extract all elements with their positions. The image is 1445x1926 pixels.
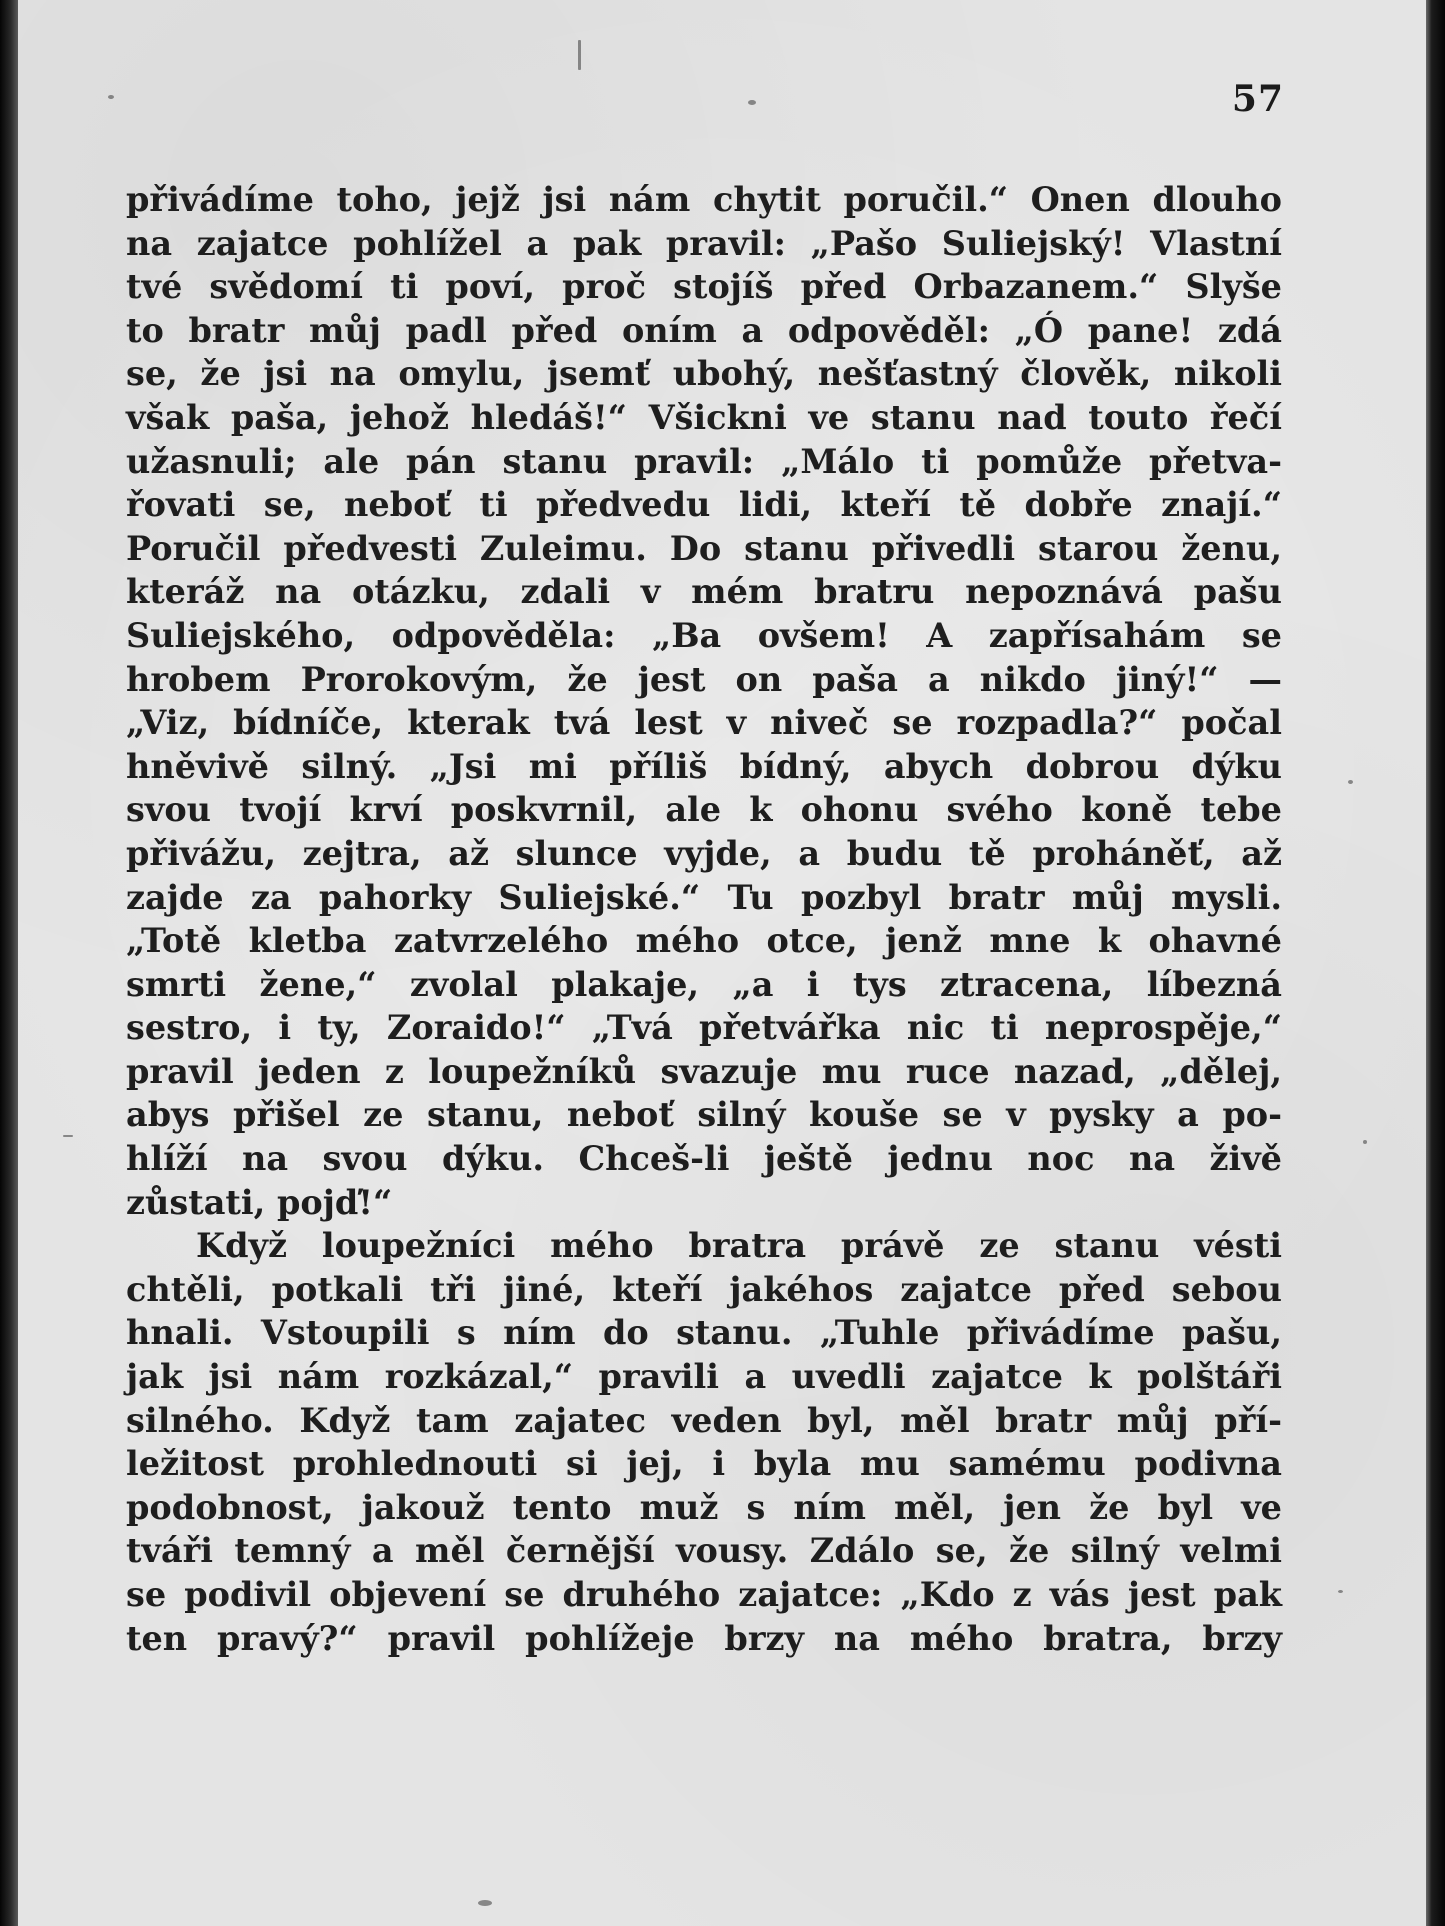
text-line: to bratr můj padl před oním a odpověděl: „Ó pane! zdá <box>126 310 1282 350</box>
text-line: se, že jsi na omylu, jsemť ubohý, nešťastný člověk, nikoli <box>126 354 1282 394</box>
text-line: přivážu, zejtra, až slunce vyjde, a budu tě proháněť, až <box>126 833 1282 873</box>
text-line: sestro, i ty, Zoraido!“ „Tvá přetvářka nic ti neprospěje,“ <box>126 1008 1282 1048</box>
text-line: pravil jeden z loupežníků svazuje mu ruce nazad, „dělej, <box>126 1051 1282 1091</box>
scan-speck <box>748 100 756 105</box>
text-line: řovati se, neboť ti předvedu lidi, kteří tě dobře znají.“ <box>126 485 1282 525</box>
page-number: 57 <box>1231 78 1284 120</box>
scan-speck <box>1363 1140 1367 1144</box>
text-line: na zajatce pohlížel a pak pravil: „Pašo Suliejský! Vlastní <box>126 223 1282 263</box>
text-line: zůstati, pojď!“ <box>126 1182 393 1222</box>
text-line: zajde za pahorky Suliejské.“ Tu pozbyl bratr můj mysli. <box>126 877 1282 917</box>
text-line: abys přišel ze stanu, neboť silný kouše se v pysky a po- <box>126 1095 1282 1135</box>
text-line: ten pravý?“ pravil pohlížeje brzy na mého bratra, brzy <box>126 1618 1282 1658</box>
text-line: podobnost, jakouž tento muž s ním měl, jen že byl ve <box>126 1487 1282 1527</box>
text-line: hněvivě silný. „Jsi mi příliš bídný, abych dobrou dýku <box>126 746 1282 786</box>
text-line: se podivil objevení se druhého zajatce: „Kdo z vás jest pak <box>126 1575 1282 1614</box>
scan-speck <box>1338 1590 1343 1593</box>
scan-speck <box>108 95 114 99</box>
scan-speck <box>1348 780 1353 784</box>
text-line: „Totě kletba zatvrzelého mého otce, jenž mne k ohavné <box>126 921 1282 961</box>
text-line: svou tvojí krví poskvrnil, ale k ohonu svého koně tebe <box>126 790 1282 830</box>
text-line: „Viz, bídníče, kterak tvá lest v niveč se rozpadla?“ počal <box>126 703 1282 743</box>
scan-left-border <box>0 0 18 1926</box>
text-line: ležitost prohlednouti si jej, i byla mu samému podivna <box>126 1444 1282 1484</box>
text-line: smrti žene,“ zvolal plakaje, „a i tys ztracena, líbezná <box>126 964 1282 1004</box>
text-line: hnali. Vstoupili s ním do stanu. „Tuhle přivádíme pašu, <box>126 1313 1282 1353</box>
text-line-paragraph-start: Když loupežníci mého bratra právě ze stanu vésti <box>196 1226 1282 1266</box>
text-line: kteráž na otázku, zdali v mém bratru nepoznává pašu <box>126 572 1282 612</box>
scan-speck <box>63 1135 73 1137</box>
body-text <box>126 178 1282 1660</box>
text-line: užasnuli; ale pán stanu pravil: „Málo ti pomůže přetva- <box>126 441 1282 481</box>
text-line: Poručil předvesti Zuleimu. Do stanu přivedli starou ženu, <box>126 528 1282 568</box>
book-page <box>18 0 1426 1926</box>
text-line: hrobem Prorokovým, že jest on paša a nikdo jiný!“ — <box>126 659 1282 699</box>
text-line: však paša, jehož hledáš!“ Všickni ve stanu nad touto řečí <box>126 397 1282 437</box>
text-line: přivádíme toho, jejž jsi nám chytit poručil.“ Onen dlouho <box>126 180 1282 219</box>
text-line: tváři temný a měl černější vousy. Zdálo se, že silný velmi <box>126 1531 1282 1571</box>
text-line: tvé svědomí ti poví, proč stojíš před Orbazanem.“ Slyše <box>126 267 1282 307</box>
text-line: chtěli, potkali tři jiné, kteří jakéhos zajatce před sebou <box>126 1269 1282 1309</box>
scan-speck <box>478 1900 492 1906</box>
scan-speck <box>578 40 581 70</box>
text-line: hlíží na svou dýku. Chceš-li ještě jednu noc na živě <box>126 1139 1282 1179</box>
text-line: silného. Když tam zajatec veden byl, měl bratr můj pří- <box>126 1400 1282 1440</box>
text-line: Suliejského, odpověděla: „Ba ovšem! A zapřísahám se <box>126 615 1282 655</box>
text-line: jak jsi nám rozkázal,“ pravili a uvedli zajatce k polštáři <box>126 1357 1282 1397</box>
scan-right-border <box>1426 0 1445 1926</box>
